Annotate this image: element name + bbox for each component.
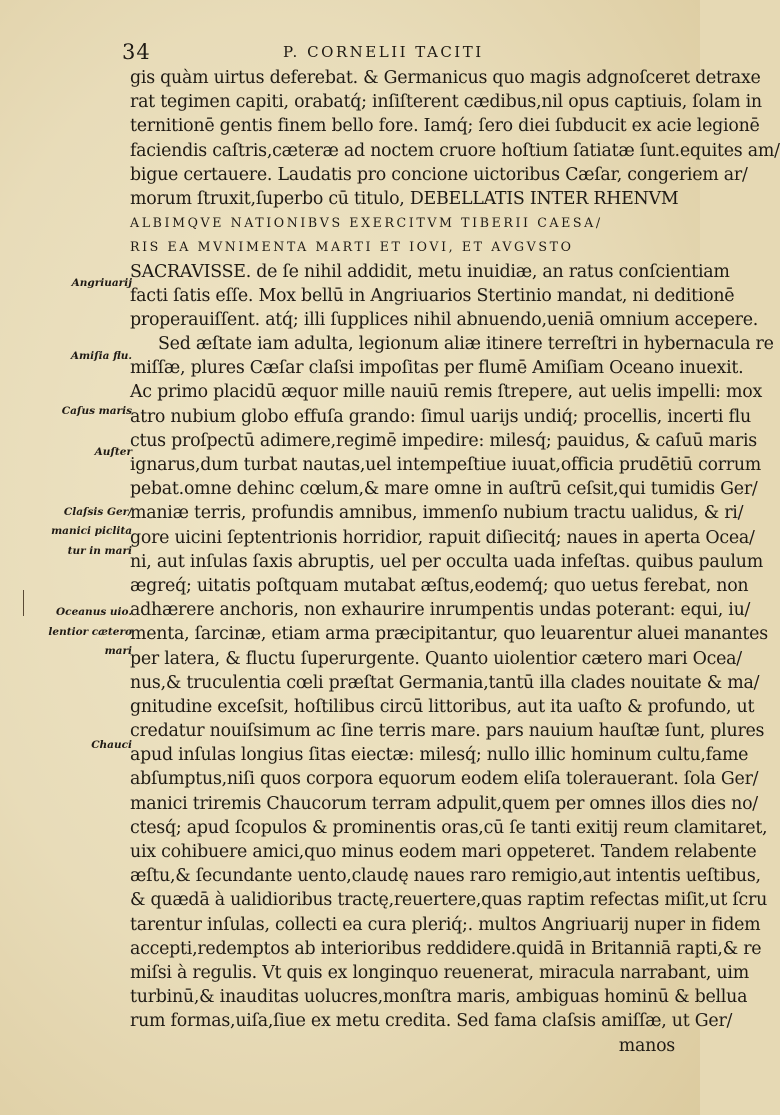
text-line: gnitudine exceſsit, hoſtilibus circū littoribus, aut ita uaſto & profundo, ut	[130, 696, 755, 717]
text-line: gis quàm uirtus deferebat. & Germanicus quo magis adgnoſceret detraxe	[130, 68, 761, 88]
body-text	[130, 66, 780, 1058]
text-line: morum ſtruxit,ſuperbo cū titulo, DEBELLATIS INTER RHENVM	[130, 188, 679, 209]
text-line: & quædā à ualidioribus tractę,reuertere,quas raptim refectas miſit,ut ſcru	[130, 890, 768, 911]
margin-note: Amiſia flu.	[70, 350, 132, 362]
margin-note: lentior cætero	[48, 626, 132, 638]
catchword: manos	[618, 1035, 675, 1056]
margin-note: Chauci	[91, 739, 132, 751]
text-line: menta, ſarcinæ, etiam arma præcipitantur, quo leuarentur aluei manantes	[130, 624, 768, 645]
margin-note: tur in mari	[67, 545, 132, 557]
text-line: ignarus,dum turbat nautas,uel intempeſtiue iuuat,officia prudētiū corrum	[130, 455, 762, 475]
text-line: facti ſatis eſſe. Mox bellū in Angriuarios Stertinio mandat, ni deditionē	[130, 285, 735, 306]
text-line: adhærere anchoris, non exhaurire inrumpentis undas poterant: equi, iu/	[130, 600, 751, 621]
text-line: properauiſſent. atq́; illi ſupplices nihil abnuendo,ueniā omnium accepere.	[130, 309, 759, 330]
text-line: gore uicini ſeptentrionis horridior, rapuit diſiecitq́; naues in aperta Ocea/	[130, 527, 755, 548]
margin-note: Oceanus uio.	[56, 606, 132, 618]
text-line: rat tegimen capiti, orabatq́; inſiſterent cædibus,nil opus captiuis, ſolam in	[130, 92, 762, 113]
text-line: bigue certauere. Laudatis pro concione uictoribus Cæſar, congeriem ar/	[130, 164, 748, 185]
text-line: apud inſulas longius ſitas eiectæ: milesq́; nullo illic hominum cultu,fame	[130, 745, 749, 766]
text-line: abſumptus,niſi quos corpora equorum eodem eliſa tolerauerant. ſola Ger/	[130, 769, 759, 790]
page-number: 34	[122, 40, 151, 64]
text-line: ni, aut inſulas ſaxis abruptis, uel per occulta uada infeſtas. quibus paulum	[130, 551, 763, 572]
text-line: per latera, & fluctu ſuperurgente. Quanto uiolentior cætero mari Ocea/	[130, 648, 742, 669]
text-line: manici triremis Chaucorum terram adpulit,quem per omnes illos dies no/	[130, 793, 758, 814]
margin-note: Auſter	[94, 446, 132, 458]
margin-note: manici piclita	[51, 525, 132, 537]
text-line: ctesq́; apud ſcopulos & prominentis oras,cū ſe tanti exitij reum clamitaret,	[130, 817, 768, 838]
text-line: turbinū,& inauditas uolucres,monſtra maris, ambiguas hominū & bellua	[130, 987, 748, 1008]
margin-note: Claſsis Ger/	[63, 506, 132, 518]
text-line: pebat.omne dehinc cœlum,& mare omne in auſtrū ceſsit,qui tumidis Ger/	[130, 479, 758, 500]
text-line: Sed æſtate iam adulta, legionum aliæ itinere terreſtri in hybernacula re	[158, 334, 774, 355]
running-head: P. CORNELII TACITI	[283, 43, 484, 61]
text-line: ternitionē gentis finem bello fore. Iamq́; ſero diei ſubducit ex acie legionē	[130, 116, 760, 137]
text-line: SACRAVISSE. de ſe nihil addidit, metu inuidiæ, an ratus conſcientiam	[130, 261, 730, 282]
text-line: Ac primo placidū æquor mille nauiū remis ſtrepere, aut uelis impelli: mox	[130, 382, 763, 403]
text-line: miſsi à regulis. Vt quis ex longinquo reuenerat, miracula narrabant, uim	[130, 962, 749, 983]
text-line: nus,& truculentia cœli præſtat Germania,tantū illa clades nouitate & ma/	[130, 672, 760, 693]
text-line: ALBIMQVE NATIONIBVS EXERCITVM TIBERII CAESA/	[130, 215, 603, 231]
text-line: tarentur inſulas, collecti ea cura pleriq́;. multos Angriuarij nuper in fidem	[130, 914, 761, 935]
text-line: atro nubium globo effuſa grando: ſimul uarijs undiq́; procellis, incerti flu	[130, 406, 751, 427]
text-line: miſſæ, plures Cæſar claſsi impoſitas per flumē Amiſiam Oceano inuexit.	[130, 358, 744, 379]
text-line: uix cohibuere amici,quo minus eodem mari oppeteret. Tandem relabente	[130, 842, 757, 862]
margin-note: Angriuarij	[71, 277, 132, 289]
text-line: accepti,redemptos ab interioribus reddidere.quidā in Britanniā rapti,& re	[130, 938, 762, 959]
text-line: credatur nouiſsimum ac ſine terris mare. pars nauium hauſtæ ſunt, plures	[130, 721, 765, 742]
text-line: faciendis caſtris,cæteræ ad noctem cruore hoſtium ſatiatæ ſunt.equites am/	[130, 140, 780, 161]
text-line: maniæ terris, profundis amnibus, immenſo nubium tractu ualidus, & ri/	[130, 503, 744, 524]
text-line: æſtu,& ſecundante uento,claudę naues raro remigio,aut intentis ueſtibus,	[130, 866, 761, 887]
stray-ink-mark	[23, 590, 24, 616]
text-line: ctus proſpectū adimere,regimē impedire: milesq́; pauidus, & caſuū maris	[130, 430, 757, 451]
text-line: ægreq́; uitatis poſtquam mutabat æſtus,eodemq́; quo uetus ferebat, non	[130, 575, 749, 596]
text-line: RIS EA MVNIMENTA MARTI ET IOVI, ET AVGVSTO	[130, 239, 574, 255]
margin-note: mari	[104, 645, 132, 657]
margin-note: Caſus maris	[61, 405, 132, 417]
text-line: rum formas,uiſa,ſiue ex metu credita. Sed fama claſsis amiſſæ, ut Ger/	[130, 1011, 733, 1032]
